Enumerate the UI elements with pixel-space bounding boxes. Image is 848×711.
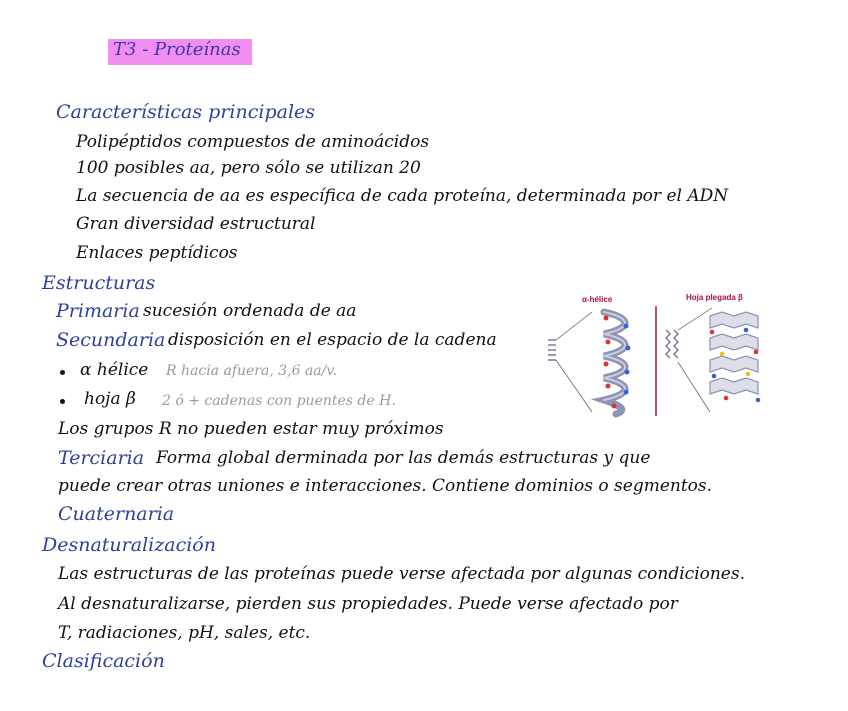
label-cuaternaria: Cuaternaria bbox=[58, 503, 175, 525]
helix-zoom-lines bbox=[556, 312, 592, 412]
beta-sheet-pleats bbox=[710, 312, 758, 394]
label-primaria: Primaria bbox=[56, 300, 140, 322]
page-title: T3 - Proteínas bbox=[113, 39, 241, 60]
label-helice: α hélice bbox=[80, 360, 149, 380]
bullet-hoja bbox=[60, 399, 65, 404]
label-terciaria: Terciaria bbox=[58, 447, 145, 469]
text-secundaria: disposición en el espacio de la cadena bbox=[168, 330, 497, 350]
bullet-helice bbox=[60, 370, 65, 375]
text-primaria: sucesión ordenada de aa bbox=[143, 301, 357, 321]
line-desnat-2: Al desnaturalizarse, pierden sus propiedades. Puede verse afectado por bbox=[58, 594, 678, 614]
heading-desnaturalizacion: Desnaturalización bbox=[42, 534, 216, 556]
label-alpha-helix: α-hélice bbox=[582, 295, 613, 304]
line-secuencia: La secuencia de aa es específica de cada proteína, determinada por el ADN bbox=[76, 186, 729, 206]
line-grupos-r: Los grupos R no pueden estar muy próximos bbox=[58, 419, 444, 439]
line-desnat-3: T, radiaciones, pH, sales, etc. bbox=[58, 623, 311, 643]
text-terciaria-2: puede crear otras uniones e interacciones. Contiene dominios o segmentos. bbox=[58, 476, 713, 496]
line-diversidad: Gran diversidad estructural bbox=[76, 214, 316, 234]
line-100-aa: 100 posibles aa, pero sólo se utilizan 20 bbox=[76, 158, 421, 178]
sheet-zoom-lines bbox=[678, 308, 712, 412]
sheet-small-icon bbox=[666, 330, 678, 358]
label-hoja: hoja β bbox=[84, 389, 136, 409]
heading-clasificacion: Clasificación bbox=[42, 650, 165, 672]
line-desnat-1: Las estructuras de las proteínas puede verse afectada por algunas condiciones. bbox=[58, 564, 745, 584]
heading-estructuras: Estructuras bbox=[42, 272, 156, 294]
heading-caracteristicas: Características principales bbox=[56, 101, 316, 123]
line-enlaces: Enlaces peptídicos bbox=[76, 243, 238, 263]
label-secundaria: Secundaria bbox=[56, 329, 166, 351]
note-helice: R hacia afuera, 3,6 aa/v. bbox=[166, 363, 338, 379]
protein-structures-figure bbox=[542, 288, 772, 420]
line-polipeptidos: Polipéptidos compuestos de aminoácidos bbox=[76, 132, 430, 152]
helix-small-icon bbox=[548, 340, 556, 360]
note-hoja: 2 ó + cadenas con puentes de H. bbox=[162, 393, 396, 409]
label-beta-sheet: Hoja plegada β bbox=[686, 293, 743, 302]
text-terciaria: Forma global derminada por las demás estructuras y que bbox=[156, 448, 651, 468]
